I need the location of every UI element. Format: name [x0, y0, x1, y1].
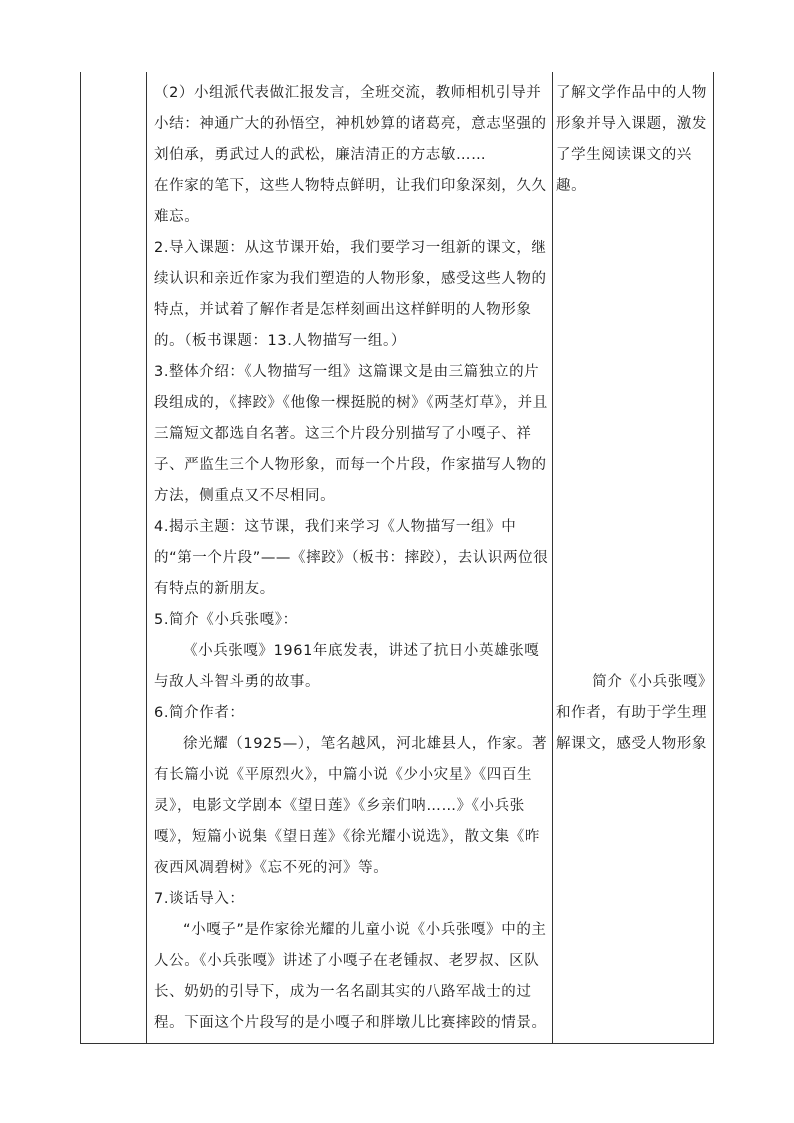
step-book-intro-heading: 5.简介《小兵张嘎》： [154, 612, 298, 628]
column-divider-right [552, 72, 553, 1043]
book-intro-text: 《小兵张嘎》1961年底发表，讲述了抗日小英雄张嘎与敌人斗智斗勇的故事。 [154, 643, 540, 690]
step-overview: 3.整体介绍：《人物描写一组》这篇课文是由三篇独立的片段组成的，《摔跤》《他像一棵挺脱的树》《两茎灯草》，并且三篇短文都选自名著。这三个片段分别描写了小嘎子、祥子、严监生三个人物形象，而每一个片段，作家描写人物的方法，侧重点又不尽相同。 [154, 364, 548, 504]
summary-paragraph-cont: 在作家的笔下，这些人物特点鲜明，让我们印象深刻，久久难忘。 [154, 178, 547, 225]
column-divider-left [146, 72, 147, 1043]
design-intent-cell [556, 78, 712, 760]
intent-note-1: 了解文学作品中的人物形象并导入课题，激发了学生阅读课文的兴趣。 [556, 85, 707, 194]
summary-paragraph: （2）小组派代表做汇报发言，全班交流，教师相机引导并小结：神通广大的孙悟空，神机妙算的诸葛亮，意志坚强的刘伯承，勇武过人的武松，廉洁清正的方志敏…… [154, 85, 547, 163]
step-import-topic: 2.导入课题：从这节课开始，我们要学习一组新的课文，继续认识和亲近作家为我们塑造的人物形象，感受这些人物的特点，并试着了解作者是怎样刻画出这样鲜明的人物形象的。（板书课题：13.人物描写一组。） [154, 240, 547, 349]
teaching-process-cell [154, 78, 551, 1039]
conversation-text: “小嘎子”是作家徐光耀的儿童小说《小兵张嘎》中的主人公。《小兵张嘎》讲述了小嘎子在老锺叔、老罗叔、区队长、奶奶的引导下，成为一名名副其实的八路军战士的过程。下面这个片段写的是小嘎子和胖墩儿比赛摔跤的情景。 [154, 922, 547, 1031]
intent-note-2: 简介《小兵张嘎》和作者，有助于学生理解课文，感受人物形象 [556, 674, 707, 752]
step-conversation-heading: 7.谈话导入： [154, 891, 245, 907]
author-intro-text: 徐光耀（1925—），笔名越风，河北雄县人，作家。著有长篇小说《平原烈火》，中篇小说《少小灾星》《四百生灵》，电影文学剧本《望日莲》《乡亲们呐……》《小兵张嘎》，短篇小说集《望日莲》《徐光耀小说选》，散文集《昨夜西风凋碧树》《忘不死的河》等。 [154, 736, 548, 876]
step-reveal-theme: 4.揭示主题：这节课，我们来学习《人物描写一组》中的“第一个片段”——《摔跤》（板书：摔跤），去认识两位很有特点的新朋友。 [154, 519, 549, 597]
step-author-heading: 6.简介作者： [154, 705, 245, 721]
lesson-plan-table [80, 72, 714, 1044]
